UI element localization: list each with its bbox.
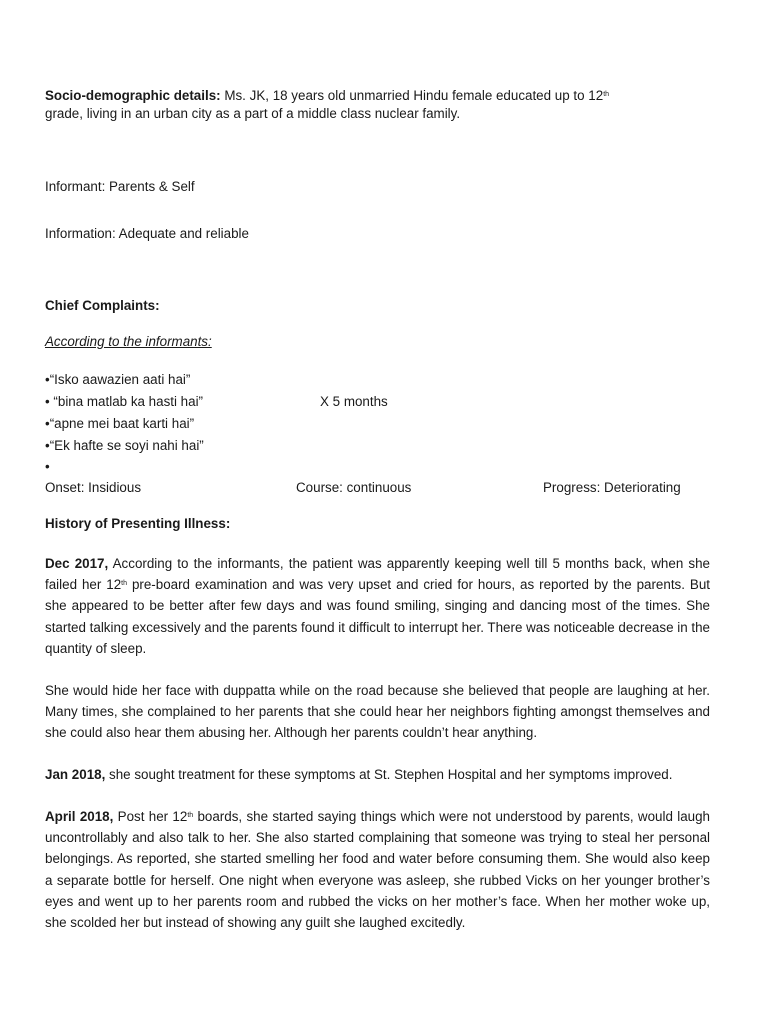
hpi-sup: th [121, 580, 127, 588]
complaint-duration: X 5 months [320, 394, 388, 409]
socio-text: Ms. JK, 18 years old unmarried Hindu female educated up to 12 [220, 88, 604, 103]
course-text: Course: continuous [296, 480, 412, 495]
hpi-text: Post her 12 [113, 809, 188, 824]
hpi-paragraph-hallucinations: She would hide her face with duppatta while on the road because she believed that people are laughing at her. Many times, she complained to her parents that she could hear her neighbors fighting amongst themselves and she could also hear them abusing her. Although her parents couldn’t hear anything. [45, 683, 710, 741]
complaint-item: •“Ek hafte se soyi nahi hai” [45, 438, 204, 453]
hpi-text: pre-board examination and was very upset and cried for hours, as reported by the parents. But she appeared to be better after few days and was found smiling, singing and dancing most of the times. She started talking excessively and the parents found it difficult to interrupt her. There was noticeable decrease in the quantity of sleep. [45, 577, 711, 656]
onset-text: Onset: Insidious [45, 480, 142, 495]
complaint-item: •“apne mei baat karti hai” [45, 416, 195, 431]
socio-demographic-paragraph [45, 85, 710, 106]
hpi-date: April 2018, [45, 809, 114, 824]
socio-label: Socio-demographic details: [45, 88, 221, 103]
socio-line2: grade, living in an urban city as a part of a middle class nuclear family. [45, 106, 461, 121]
socio-sup: th [603, 91, 610, 98]
progress-text: Progress: Deteriorating [543, 480, 681, 495]
document-page [45, 0, 710, 1024]
information-line: Information: Adequate and reliable [45, 226, 249, 241]
complaint-item: • “bina matlab ka hasti hai” [45, 394, 204, 409]
hpi-paragraph-jan-2018 [45, 764, 710, 785]
complaint-item: • [45, 459, 50, 474]
informant-line: Informant: Parents & Self [45, 179, 195, 194]
onset-course-progress-row [45, 480, 710, 500]
hpi-sup: th [187, 812, 194, 819]
hpi-date: Dec 2017, [45, 556, 109, 571]
complaint-item: •“Isko aawazien aati hai” [45, 372, 191, 387]
hpi-paragraph-dec-2017 [45, 553, 710, 659]
hpi-text: she sought treatment for these symptoms at St. Stephen Hospital and her symptoms improved. [105, 767, 673, 782]
according-to-informants: According to the informants: [45, 334, 212, 349]
hpi-text: According to the informants, the patient was apparently keeping well till 5 months back, when she failed her 12 [45, 556, 710, 593]
chief-complaints-heading: Chief Complaints: [45, 298, 160, 313]
hpi-heading: History of Presenting Illness: [45, 516, 231, 531]
hpi-paragraph-april-2018 [45, 806, 710, 933]
hpi-text: boards, she started saying things which were not understood by parents, would laugh uncontrollably and also talk to her. She also started complaining that someone was trying to steal her personal belongings. As reported, she started smelling her food and water before consuming them. She would also keep a separate bottle for herself. One night when everyone was asleep, she rubbed Vicks on her younger brother’s eyes and went up to her parents room and rubbed the vicks on her mother’s face. When her mother woke up, she scolded her but instead of showing any guilt she laughed excitedly. [45, 809, 710, 931]
hpi-date: Jan 2018, [45, 767, 106, 782]
